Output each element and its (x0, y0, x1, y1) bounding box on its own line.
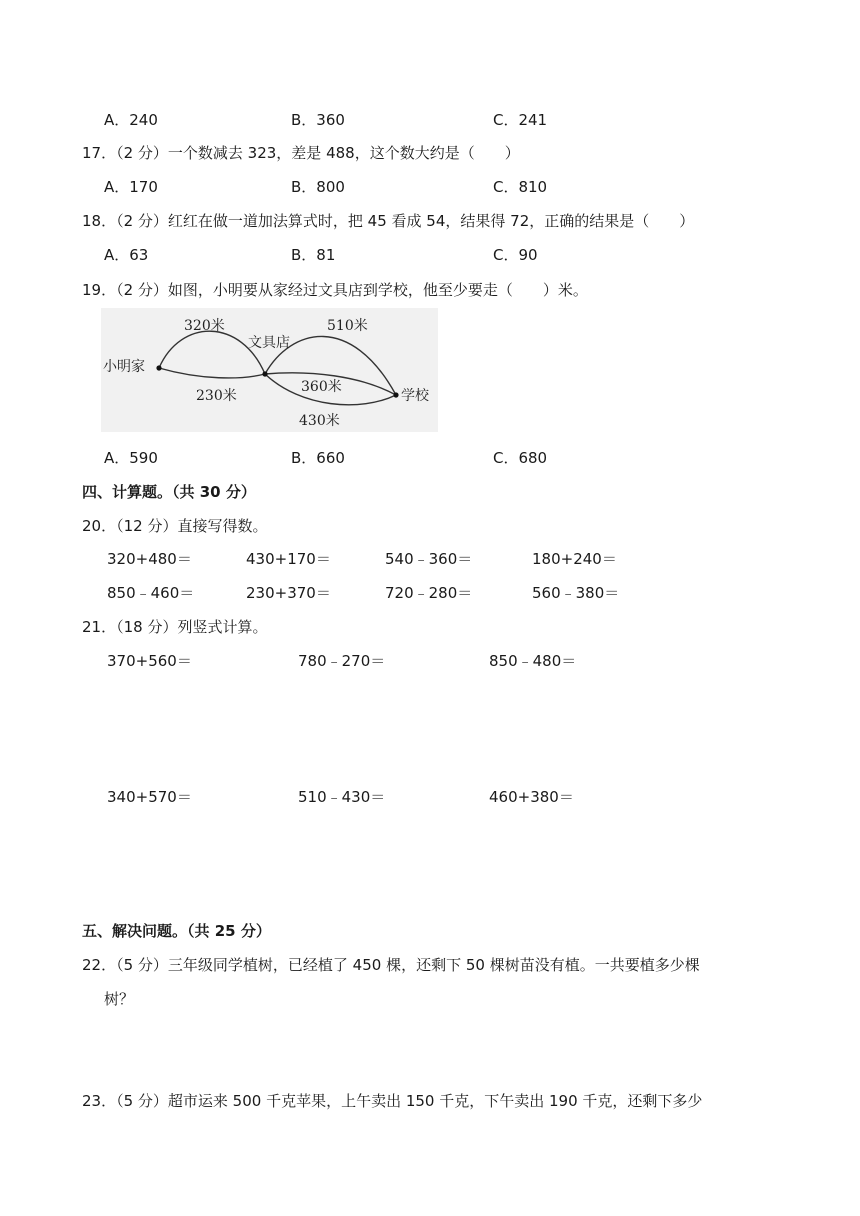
q22-text-line2: 树？ (104, 990, 135, 1008)
q18-option-c: C．90 (493, 246, 538, 264)
route-diagram (101, 308, 438, 432)
section-5-title: 五、解决问题。（共 25 分） (82, 922, 271, 940)
q18-option-b: B．81 (291, 246, 336, 264)
q22-text-line1: 22．（5 分）三年级同学植树，已经植了 450 棵，还剩下 50 棵树苗没有植。一共要植多少棵 (82, 956, 700, 974)
q21-item: 340+570＝ (107, 788, 192, 806)
q20-item: 560﹣380＝ (532, 584, 620, 602)
q21-item: 370+560＝ (107, 652, 192, 670)
q17-option-c: C．810 (493, 178, 548, 196)
q17-option-a: A．170 (104, 178, 158, 196)
home-dot (156, 365, 161, 370)
distance-home-store-lower: 230米 (196, 388, 237, 404)
q20-item: 540﹣360＝ (385, 550, 473, 568)
distance-store-school-upper: 510米 (327, 318, 368, 334)
q21-text: 21．（18 分）列竖式计算。 (82, 618, 268, 636)
q20-item: 320+480＝ (107, 550, 192, 568)
q16-option-b: B．360 (291, 111, 345, 129)
q20-item: 720﹣280＝ (385, 584, 473, 602)
q20-text: 20．（12 分）直接写得数。 (82, 517, 268, 535)
q21-item: 510﹣430＝ (298, 788, 386, 806)
distance-store-school-lower: 430米 (299, 413, 340, 429)
q17-option-b: B．800 (291, 178, 345, 196)
q19-option-a: A．590 (104, 449, 158, 467)
q20-item: 230+370＝ (246, 584, 331, 602)
q21-item: 780﹣270＝ (298, 652, 386, 670)
q17-text: 17．（2 分）一个数减去 323，差是 488，这个数大约是（ ） (82, 144, 520, 162)
q23-text-line1: 23．（5 分）超市运来 500 千克苹果，上午卖出 150 千克，下午卖出 190 千克，还剩下多少 (82, 1092, 703, 1110)
route-home-store-lower (159, 368, 265, 378)
q18-option-a: A．63 (104, 246, 149, 264)
q21-item: 850﹣480＝ (489, 652, 577, 670)
q16-option-a: A．240 (104, 111, 158, 129)
q16-option-c: C．241 (493, 111, 548, 129)
q19-text: 19．（2 分）如图，小明要从家经过文具店到学校，他至少要走（ ）米。 (82, 281, 588, 299)
q20-item: 430+170＝ (246, 550, 331, 568)
q19-option-c: C．680 (493, 449, 548, 467)
school-dot (393, 392, 398, 397)
q19-option-b: B．660 (291, 449, 345, 467)
q20-item: 180+240＝ (532, 550, 617, 568)
distance-home-store-upper: 320米 (184, 318, 225, 334)
school-label: 学校 (401, 388, 429, 404)
home-label: 小明家 (103, 359, 145, 375)
section-4-title: 四、计算题。（共 30 分） (82, 483, 256, 501)
store-dot (262, 371, 267, 376)
q18-text: 18．（2 分）红红在做一道加法算式时，把 45 看成 54，结果得 72，正确的结果是（ ） (82, 212, 695, 230)
store-label: 文具店 (248, 335, 290, 351)
q20-item: 850﹣460＝ (107, 584, 195, 602)
q21-item: 460+380＝ (489, 788, 574, 806)
distance-store-school-middle: 360米 (301, 379, 342, 395)
